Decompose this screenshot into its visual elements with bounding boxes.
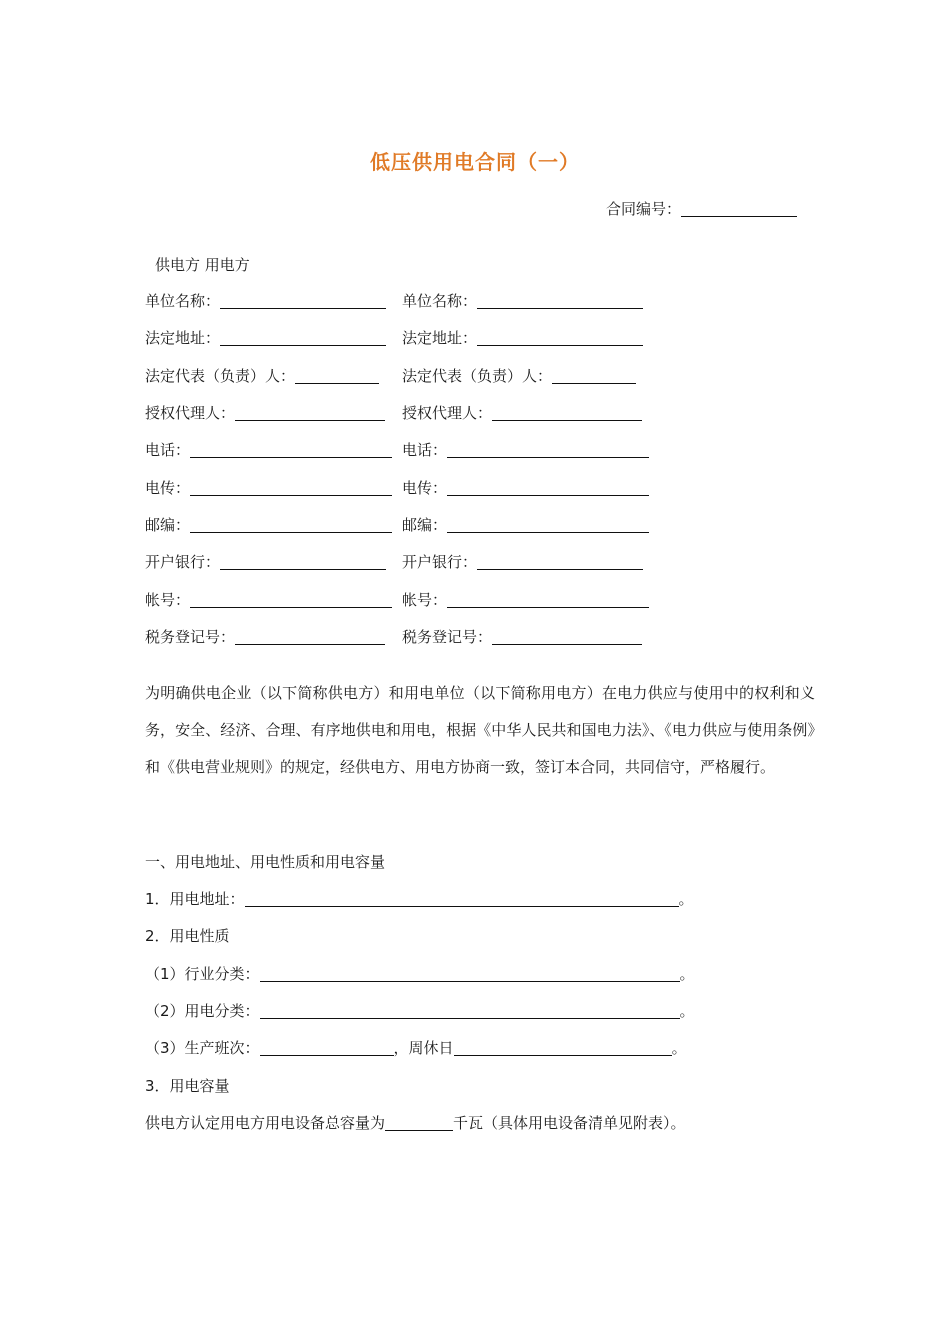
- usage-address-blank[interactable]: [245, 890, 679, 907]
- document-title: 低压供用电合同（一）: [370, 150, 580, 174]
- supplier-unit-name: 单位名称：: [145, 291, 386, 311]
- supplier-legal-rep-blank[interactable]: [295, 367, 379, 384]
- consumer-bank-blank[interactable]: [477, 553, 643, 570]
- usage-capacity-heading: 3．用电容量: [145, 1077, 230, 1095]
- consumer-account: 帐号：: [402, 590, 649, 610]
- industry-category-blank[interactable]: [260, 965, 680, 982]
- contract-number-label: 合同编号：: [606, 200, 682, 218]
- supplier-phone-blank[interactable]: [190, 441, 392, 458]
- total-capacity: 供电方认定用电方用电设备总容量为 千瓦（具体用电设备清单见附表）。: [145, 1114, 686, 1132]
- consumer-tax-id: 税务登记号：: [402, 627, 642, 647]
- supplier-unit-name-blank[interactable]: [220, 292, 386, 309]
- usage-category-blank[interactable]: [260, 1002, 680, 1019]
- supplier-tax-id: 税务登记号：: [145, 627, 385, 647]
- total-capacity-blank[interactable]: [385, 1114, 453, 1131]
- consumer-account-blank[interactable]: [447, 591, 649, 608]
- supplier-tax-id-blank[interactable]: [235, 628, 385, 645]
- supplier-fax: 电传：: [145, 478, 392, 498]
- consumer-fax-blank[interactable]: [447, 479, 649, 496]
- supplier-bank: 开户银行：: [145, 552, 386, 572]
- section-1-heading: 一、用电地址、用电性质和用电容量: [145, 853, 386, 871]
- supplier-phone: 电话：: [145, 440, 392, 460]
- consumer-phone: 电话：: [402, 440, 649, 460]
- consumer-fax: 电传：: [402, 478, 649, 498]
- supplier-agent-blank[interactable]: [235, 404, 385, 421]
- consumer-postcode: 邮编：: [402, 515, 649, 535]
- consumer-unit-name-blank[interactable]: [477, 292, 643, 309]
- usage-address: 1．用电地址： 。: [145, 890, 694, 908]
- supplier-agent: 授权代理人：: [145, 403, 385, 423]
- production-shifts: （3）生产班次： ，周休日 。: [145, 1039, 687, 1057]
- consumer-legal-rep-blank[interactable]: [552, 367, 636, 384]
- consumer-address: 法定地址：: [402, 328, 643, 348]
- parties-header: 供电方 用电方: [155, 256, 250, 274]
- consumer-postcode-blank[interactable]: [447, 516, 649, 533]
- supplier-account: 帐号：: [145, 590, 392, 610]
- supplier-bank-blank[interactable]: [220, 553, 386, 570]
- supplier-postcode: 邮编：: [145, 515, 392, 535]
- consumer-unit-name: 单位名称：: [402, 291, 643, 311]
- consumer-agent: 授权代理人：: [402, 403, 642, 423]
- supplier-account-blank[interactable]: [190, 591, 392, 608]
- supplier-address: 法定地址：: [145, 328, 386, 348]
- supplier-postcode-blank[interactable]: [190, 516, 392, 533]
- consumer-bank: 开户银行：: [402, 552, 643, 572]
- usage-nature-heading: 2．用电性质: [145, 927, 230, 945]
- consumer-legal-rep: 法定代表（负责）人：: [402, 366, 636, 386]
- contract-number-blank[interactable]: [681, 200, 797, 217]
- consumer-tax-id-blank[interactable]: [492, 628, 642, 645]
- supplier-legal-rep: 法定代表（负责）人：: [145, 366, 379, 386]
- supplier-address-blank[interactable]: [220, 329, 386, 346]
- weekly-rest-day-blank[interactable]: [454, 1039, 672, 1056]
- contract-number: [606, 198, 797, 219]
- consumer-address-blank[interactable]: [477, 329, 643, 346]
- production-shifts-blank[interactable]: [260, 1039, 394, 1056]
- usage-category: （2）用电分类： 。: [145, 1002, 695, 1020]
- consumer-agent-blank[interactable]: [492, 404, 642, 421]
- consumer-phone-blank[interactable]: [447, 441, 649, 458]
- supplier-fax-blank[interactable]: [190, 479, 392, 496]
- preamble-paragraph: 为明确供电企业（以下简称供电方）和用电单位（以下简称用电方）在电力供应与使用中的权利和义务，安全、经济、合理、有序地供电和用电，根据《中华人民共和国电力法》、《电力供应与使用条例》和《供电营业规则》的规定，经供电方、用电方协商一致，签订本合同，共同信守，严格履行。: [145, 684, 815, 776]
- industry-category: （1）行业分类： 。: [145, 965, 695, 983]
